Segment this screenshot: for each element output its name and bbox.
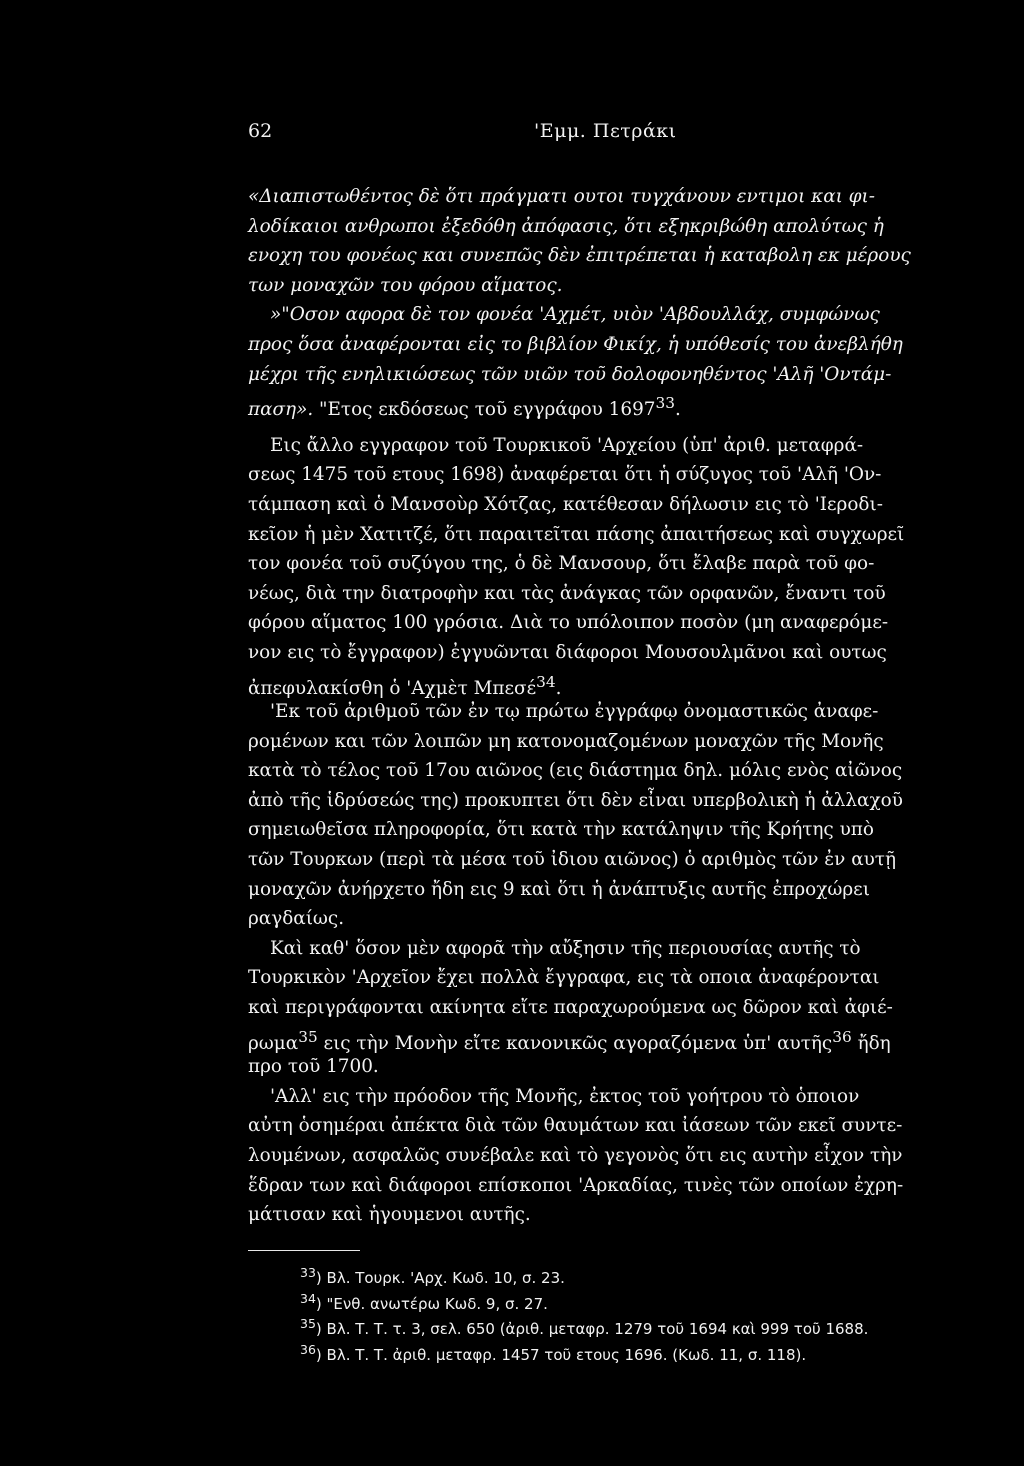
text-line: νέως, διὰ την διατροφὴν και τὰς ἀνάγκας τῶν ορφανῶν, ἔναντι τοῦ xyxy=(248,582,886,604)
text-line: λοδίκαιοι ανθρωποι ἐξεδόθη ἀπόφασις, ὅτι εξηκριβώθη απολύτως ἡ xyxy=(248,215,884,237)
footnote-text: Βλ. Τουρκ. 'Αρχ. Κωδ. 10, σ. 23. xyxy=(326,1269,565,1287)
text-line: τῶν Τουρκων (περὶ τὰ μέσα τοῦ ἰδιου αιῶνος) ὁ αριθμὸς τῶν ἐν αυτῇ xyxy=(248,849,896,871)
text-line: Εις ἄλλο εγγραφον τοῦ Τουρκικοῦ 'Αρχείου (ὑπ' ἀριθ. μεταφρά- xyxy=(270,434,864,456)
text-line: κατὰ τὸ τέλος τοῦ 17ου αιῶνος (εις διάστημα δηλ. μόλις ενὸς αἰῶνος xyxy=(248,760,903,782)
text-line xyxy=(248,1023,891,1054)
footnote: $^{35}$) Βλ. Τ. Τ. τ. 3, σελ. 650 (ἀριθ. μεταφρ. 1279 τοῦ 1694 καὶ 999 τοῦ 1688. xyxy=(300,1316,869,1338)
page-number: 62 xyxy=(248,120,273,142)
text-line: ραγδαίως. xyxy=(248,908,345,930)
footnote: $^{34}$) "Ενθ. ανωτέρω Κωδ. 9, σ. 27. xyxy=(300,1290,548,1313)
text-fragment: εις τὴν Μονὴν εἴτε κανονικῶς αγοραζόμενα ὑπ' αυτῆς xyxy=(317,1032,833,1054)
quote-end: παση». xyxy=(248,399,314,421)
footnote: $^{36}$) Βλ. Τ. Τ. ἀριθ. μεταφρ. 1457 τοῦ ετους 1696. (Κωδ. 11, σ. 118). xyxy=(300,1341,807,1364)
text-line: τάμπαση καὶ ὁ Μανσοὺρ Χότζας, κατέθεσαν δήλωσιν εις τὸ 'Ιεροδι- xyxy=(248,493,883,515)
footnote-ref: 33 xyxy=(655,394,676,413)
text-line: Καὶ καθ' ὅσον μὲν αφορᾶ τὴν αὔξησιν τῆς περιουσίας αυτῆς τὸ xyxy=(270,937,861,959)
document-year: "Ετος εκδόσεως τοῦ εγγράφου 1697 xyxy=(313,399,656,421)
footnote-number: 33 xyxy=(300,1265,316,1280)
main-text xyxy=(248,182,911,1230)
text-line: φόρου αἵματος 100 γρόσια. Διὰ το υπόλοιπον ποσὸν (μη αναφερόμε- xyxy=(248,612,889,634)
text-line: μοναχῶν ἀνήρχετο ἤδη εις 9 καὶ ὅτι ἡ ἀνάπτυξις αυτῆς ἐπροχώρει xyxy=(248,878,870,900)
text-line: 'Εκ τοῦ ἀριθμοῦ τῶν ἐν τῳ πρώτω ἐγγράφῳ ὀνομαστικῶς ἀναφε- xyxy=(270,701,879,723)
text-line: προ τοῦ 1700. xyxy=(248,1056,379,1078)
text-line: μέχρι τῆς ενηλικιώσεως τῶν υιῶν τοῦ δολοφονηθέντος 'Αλῆ 'Οντάμ- xyxy=(248,363,892,385)
text-fragment: ἤδη xyxy=(851,1032,891,1054)
footnote-number: 35 xyxy=(300,1316,316,1331)
text-line: των μοναχῶν του φόρου αἵματος. xyxy=(248,274,563,296)
text-line: Τουρκικὸν 'Αρχεῖον ἔχει πολλὰ ἔγγραφα, εις τὰ οποια ἀναφέρονται xyxy=(248,967,880,989)
text-line: «Διαπιστωθέντος δὲ ὅτι πράγματι ουτοι τυγχάνουν εντιμοι και φι- xyxy=(248,186,875,207)
footnote-text: Βλ. Τ. Τ. τ. 3, σελ. 650 (ἀριθ. μεταφρ. 1279 τοῦ 1694 καὶ 999 τοῦ 1688. xyxy=(326,1320,869,1338)
footnote-number: 36 xyxy=(300,1341,316,1357)
text-line: ρομένων και τῶν λοιπῶν μη κατονομαζομένων μοναχῶν τῆς Μονῆς xyxy=(248,730,884,752)
running-head: 'Εμμ. Πετράκι xyxy=(534,120,677,142)
text-line: ἀπεφυλακίσθη ὁ 'Αχμὲτ Μπεσέ$^{34}$. xyxy=(248,672,562,699)
text-line: κεῖον ἡ μὲν Χατιτζέ, ὅτι παραιτεῖται πάσης ἀπαιτήσεως καὶ συγχωρεῖ xyxy=(248,523,905,545)
text-line: »"Οσον αφορα δὲ τον φονέα 'Αχμέτ, υιὸν 'Αβδουλλάχ, συμφώνως xyxy=(270,304,880,326)
text-line: ἕδραν των καὶ διάφοροι επίσκοποι 'Αρκαδίας, τινὲς τῶν οποίων ἐχρη- xyxy=(248,1174,904,1196)
text-line: τον φονέα τοῦ συζύγου της, ὁ δὲ Μανσουρ, ὅτι ἔλαβε παρὰ τοῦ φο- xyxy=(248,553,875,575)
paragraph-gap xyxy=(248,419,788,431)
footnote-text: Βλ. Τ. Τ. ἀριθ. μεταφρ. 1457 τοῦ ετους 1696. (Κωδ. 11, σ. 118). xyxy=(326,1345,807,1364)
text-line: σεως 1475 τοῦ ετους 1698) ἀναφέρεται ὅτι ἡ σύζυγος τοῦ 'Αλῆ 'Ον- xyxy=(248,464,882,486)
text-line: μάτισαν καὶ ἡγουμενοι αυτῆς. xyxy=(248,1204,531,1226)
text-line: 'Αλλ' εις τὴν πρόοδον τῆς Μονῆς, ἐκτος τοῦ γοήτρου τὸ ὁποιον xyxy=(270,1085,860,1107)
footnote-ref: 34 xyxy=(536,672,556,691)
text-line: προς ὅσα ἀναφέρονται εἰς το βιβλίον Φικίχ, ἡ υπόθεσίς του ἀνεβλήθη xyxy=(248,333,903,355)
footnote: $^{33}$) Βλ. Τουρκ. 'Αρχ. Κωδ. 10, σ. 23. xyxy=(300,1265,565,1287)
text-line: αὐτη ὁσημέραι ἀπέκτα διὰ τῶν θαυμάτων και ἰάσεων τῶν εκεῖ συντε- xyxy=(248,1115,903,1137)
text-line: ἀπὸ τῆς ἱδρύσεώς της) προκυπτει ὅτι δὲν εἶναι υπερβολικὴ ἡ ἀλλαχοῦ xyxy=(248,789,903,811)
footnote-text: "Ενθ. ανωτέρω Κωδ. 9, σ. 27. xyxy=(326,1294,548,1313)
footnote-ref: 36 xyxy=(832,1027,852,1046)
text-line: παση». "Ετος εκδόσεως τοῦ εγγράφου 1697$^{33}$. xyxy=(248,394,681,421)
page-header xyxy=(248,120,748,150)
text-line: λουμένων, ασφαλῶς συνέβαλε καὶ τὸ γεγονὸς ὅτι εις αυτὴν εἶχον τὴν xyxy=(248,1145,903,1166)
text-line: νον εις τὸ ἔγγραφον) ἐγγυῶνται διάφοροι Μουσουλμᾶνοι καὶ ουτως xyxy=(248,641,887,663)
text-line: καὶ περιγράφονται ακίνητα εἴτε παραχωρούμενα ως δῶρον καὶ ἀφιέ- xyxy=(248,997,893,1019)
footnote-divider xyxy=(248,1250,360,1251)
footnotes xyxy=(300,1260,869,1364)
text-fragment: ρωμα xyxy=(248,1032,299,1054)
footnote-number: 34 xyxy=(300,1290,316,1306)
text-line: σημειωθεῖσα πληροφορία, ὅτι κατὰ τὴν κατάληψιν τῆς Κρήτης υπὸ xyxy=(248,819,874,841)
text-line: ενοχη του φονέως και συνεπῶς δὲν ἐπιτρέπεται ἡ καταβολη εκ μέρους xyxy=(248,245,911,267)
paragraph-end: ἀπεφυλακίσθη ὁ 'Αχμὲτ Μπεσέ xyxy=(248,677,537,699)
footnote-ref: 35 xyxy=(298,1027,318,1046)
